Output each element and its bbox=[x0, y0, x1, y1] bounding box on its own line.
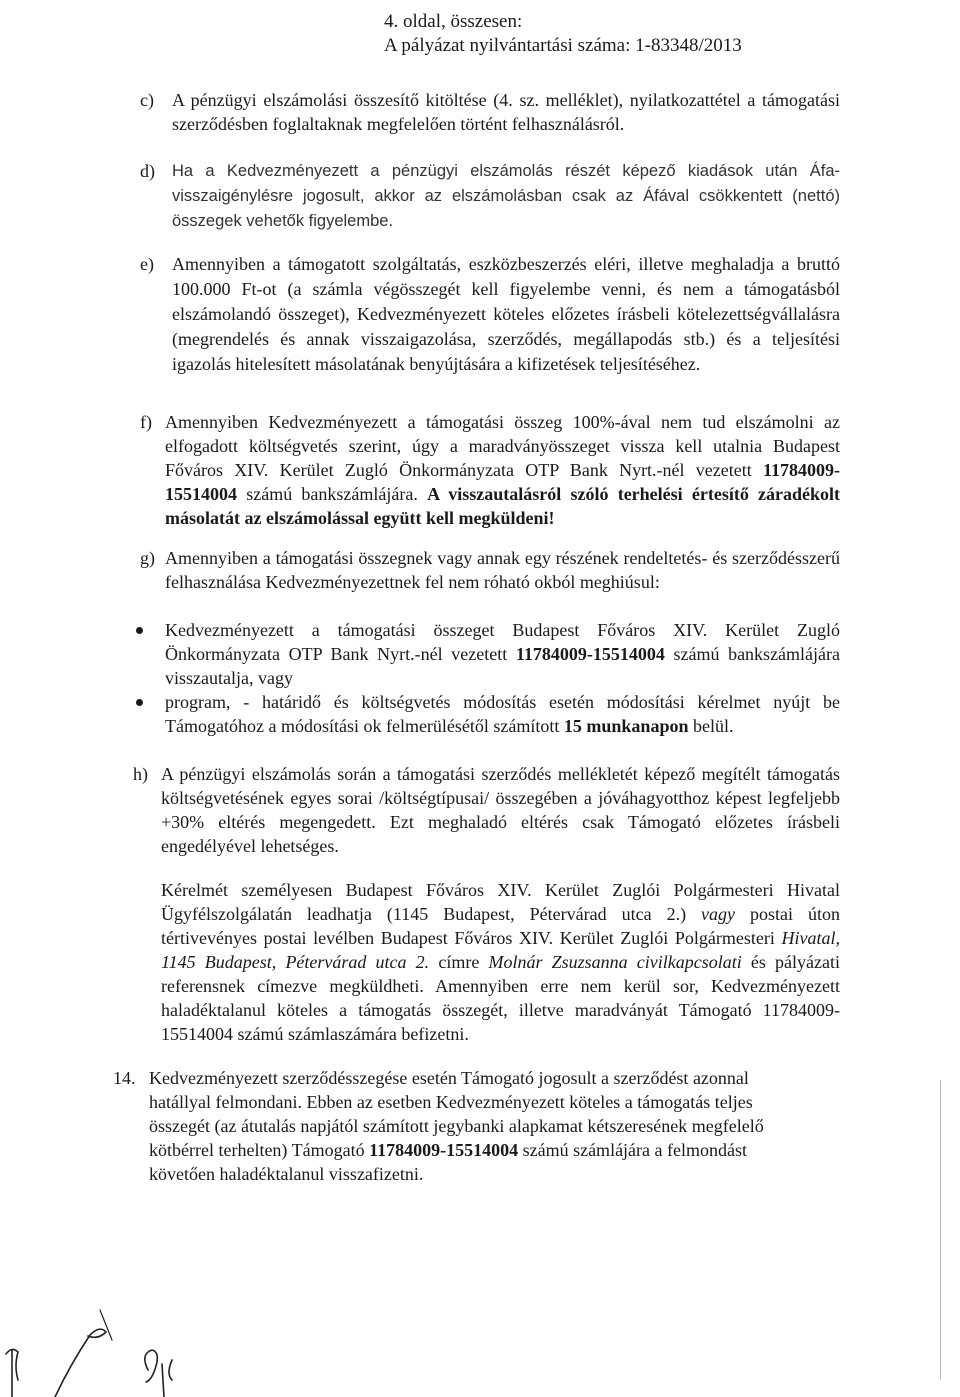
clause-g-label: g) bbox=[140, 548, 155, 568]
clause-f-text-1: Amennyiben Kedvezményezett a támogatási összeg 100%-ával nem tud elszámolni az elfogadott költségvetés szerint, úgy a maradványösszeget vissza kell utalnia Budapest Főváros XIV. Kerület Zugló Önkormányzata OTP Bank Nyrt.-nél vezetett bbox=[165, 412, 840, 480]
registry-number: A pályázat nyilvántartási száma: 1-83348/2013 bbox=[384, 35, 742, 56]
clause-g-text: Amennyiben a támogatási összegnek vagy annak egy részének rendeltetés- és szerződésszerű felhasználása Kedvezményezettnek fel nem róható okból meghiúsul: bbox=[165, 548, 840, 592]
bullet-1-text-b: számú bankszámlájára visszautalja, vagy bbox=[165, 644, 841, 688]
clause-g-bullet-2-text bbox=[165, 690, 840, 738]
clause-14-text-2: számú számlájára a felmondást követően haladéktalanul visszafizetni. bbox=[149, 1140, 747, 1184]
clause-g-bullet-1 bbox=[165, 618, 840, 690]
clause-14-account: 11784009-15514004 bbox=[369, 1140, 519, 1160]
submission-italic-1: vagy bbox=[701, 904, 736, 924]
clause-f-bold-text: A visszautalásról szóló terhelési értesítő záradékolt másolatát az elszámolással együtt kell megküldeni! bbox=[165, 484, 841, 528]
clause-e bbox=[140, 252, 840, 377]
clause-g-bullet-2 bbox=[165, 690, 840, 738]
bullet-1-text-a: Kedvezményezett a támogatási összeget Budapest Főváros XIV. Kerület Zugló Önkormányzata OTP Bank Nyrt.-nél vezetett bbox=[165, 620, 840, 664]
scan-margin-line bbox=[940, 1080, 941, 1380]
bullet-1 bbox=[136, 627, 143, 634]
clause-14 bbox=[113, 1066, 813, 1186]
submission-italic-3: Molnár Zsuzsanna civilkapcsolati bbox=[488, 952, 742, 972]
clause-h bbox=[133, 762, 840, 858]
page-number: 4. oldal, összesen: bbox=[384, 11, 523, 32]
submission-text-2: postai úton tértivevényes postai levélben Budapest Főváros XIV. Kerület Zuglói Polgármesteri bbox=[161, 904, 840, 948]
submission-text-4: és pályázati referensnek címezve megküldheti. Amennyiben erre nem kerül sor, Kedvezményezett haladéktalanul köteles a támogatás összegét, illetve maradványát Támogató 11784009-15514004 számú számlaszámára befizetni. bbox=[161, 952, 841, 1044]
bullet-2-bold: 15 munkanapon bbox=[563, 716, 689, 736]
clause-h-text: A pénzügyi elszámolás során a támogatási szerződés mellékletét képező megítélt támogatás költségvetésének egyes sorai /költségtípusai/ összegében a jóváhagyotthoz képest legfeljebb +30% eltérés megengedett. Ezt meghaladó eltérés csak Támogató előzetes írásbeli engedélyével lehetséges. bbox=[161, 764, 840, 856]
clause-c-label: c) bbox=[140, 90, 154, 110]
bullet-2 bbox=[136, 699, 143, 706]
submission-text bbox=[161, 878, 840, 1046]
clause-d-text: Ha a Kedvezményezett a pénzügyi elszámolás részét képező kiadások után Áfa-visszaigénylésre jogosult, akkor az elszámolásban csak az Áfával csökkentett (nettó) összegek vehetők figyelembe. bbox=[172, 162, 840, 230]
clause-d bbox=[140, 159, 840, 234]
bullet-1-account: 11784009-15514004 bbox=[515, 644, 665, 664]
clause-14-text-1: Kedvezményezett szerződésszegése esetén Támogató jogosult a szerződést azonnal hatállyal felmondani. Ebben az esetben Kedvezményezett köteles a támogatás teljes összegét (az átutalás napjától számított jegybanki alapkamat kétszeresének megfelelő kötbérrel terhelten) Támogató bbox=[149, 1068, 764, 1160]
submission-italic-2: Hivatal, 1145 Budapest, Pétervárad utca 2. bbox=[161, 928, 840, 972]
clause-c bbox=[140, 88, 840, 136]
clause-14-label: 14. bbox=[113, 1068, 136, 1088]
clause-g bbox=[140, 546, 840, 594]
clause-g-bullet-1-text bbox=[165, 618, 840, 690]
page-header bbox=[384, 10, 742, 58]
submission-paragraph bbox=[161, 878, 840, 1046]
clause-e-text: Amennyiben a támogatott szolgáltatás, eszközbeszerzés eléri, illetve meghaladja a bruttó 100.000 Ft-ot (a számla végösszegét kell figyelembe venni, és nem a támogatásból elszámolandó összeget), Kedvezményezett köteles előzetes írásbeli kötelezettségvállalásra (megrendelés és annak visszaigazolása, szerződés, megállapodás stb.) és a teljesítési igazolás hitelesített másolatának benyújtására a kifizetések teljesítéséhez. bbox=[172, 254, 840, 374]
bullet-2-text-a: program, - határidő és költségvetés módosítás esetén módosítási kérelmet nyújt be Támogatóhoz a módosítási ok felmerülésétől számított bbox=[165, 692, 840, 736]
submission-text-1: Kérelmét személyesen Budapest Főváros XIV. Kerület Zuglói Polgármesteri Hivatal Ügyfélszolgálatán leadhatja (1145 Budapest, Pétervárad utca 2.) bbox=[161, 880, 840, 924]
clause-f-account: 11784009-15514004 bbox=[165, 460, 840, 504]
clause-f-label: f) bbox=[140, 412, 152, 432]
clause-f-text bbox=[165, 410, 840, 530]
clause-e-label: e) bbox=[140, 254, 154, 274]
clause-14-text bbox=[149, 1066, 813, 1186]
clause-f-text-2: számú bankszámlájára. bbox=[246, 484, 418, 504]
clause-f bbox=[140, 410, 840, 530]
clause-c-text: A pénzügyi elszámolási összesítő kitöltése (4. sz. melléklet), nyilatkozattétel a támogatási szerződésben foglaltaknak megfelelően történt felhasználásról. bbox=[172, 90, 840, 134]
submission-text-3: címre bbox=[438, 952, 480, 972]
bullet-2-text-b: belül. bbox=[692, 716, 734, 736]
clause-h-label: h) bbox=[133, 764, 148, 784]
clause-d-label: d) bbox=[140, 161, 155, 181]
handwritten-initials-icon bbox=[0, 1270, 260, 1397]
